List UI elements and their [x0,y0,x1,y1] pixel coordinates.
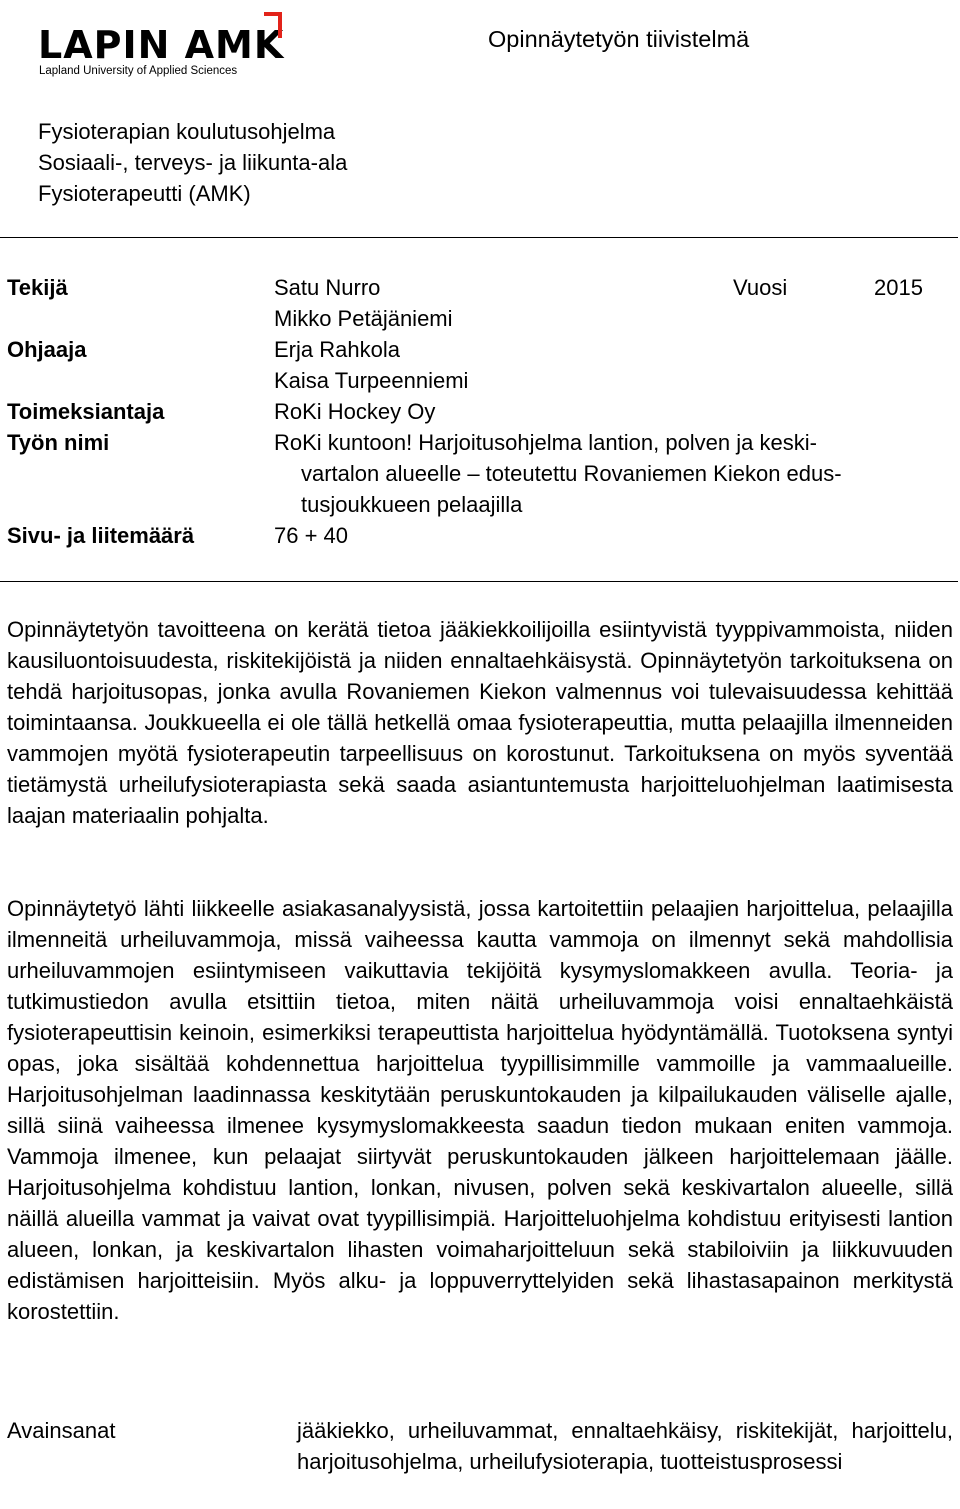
abstract-paragraph-1: Opinnäytetyön tavoitteena on kerätä tietoa jääkiekkoilijoilla esiintyvistä tyyppivammoista, niiden kausiluontoisuudesta, riskitekijöistä ja niiden ennaltaehkäisystä. Opinnäytetyön tarkoituksena on tehdä harjoitusopas, jonka avulla Rovaniemen Kiekon valmennus voi tulevaisuudessa kehittää toimintaansa. Joukkueella ei ole tällä hetkellä omaa fysioterapeuttia, mutta pelaajilla ilmenneiden vammojen myötä fysioterapeutin tarpeellisuus on korostunut. Tarkoituksena on myös syventää tietämystä urheilufysioterapiasta sekä saada asiantuntemusta harjoitteluohjelman laatimisesta laajan materiaalin pohjalta. [7,617,953,828]
supervisor-1: Mikko Petäjäniemi [274,306,453,331]
author-label: Tekijä [7,275,68,300]
thesis-title-line-1: RoKi kuntoon! Harjoitusohjelma lantion, polven ja keski- [274,430,817,455]
logo-corner-mark-icon [264,12,282,40]
keywords-value: jääkiekko, urheiluvammat, ennaltaehkäisy, riskitekijät, harjoittelu, harjoitusohjelma, urheilufysioterapia, tuotteistusprosessi [297,1418,953,1474]
author-value: Satu Nurro [274,275,381,300]
pages-value: 76 + 40 [274,523,349,548]
document-type-heading: Opinnäytetyön tiivistelmä [488,26,750,52]
logo-wordmark: LAPIN AMK [38,23,285,67]
supervisor-3: Kaisa Turpeenniemi [274,368,469,393]
supervisor-label: Ohjaaja [7,337,87,362]
program-info [38,116,347,209]
commissioner-label: Toimeksiantaja [7,399,165,424]
supervisor-2: Erja Rahkola [274,337,400,362]
keywords-label: Avainsanat [7,1418,116,1443]
lapin-amk-logo [38,14,288,84]
middle-divider [0,581,958,582]
pages-label: Sivu- ja liitemäärä [7,523,195,548]
degree-title: Fysioterapeutti (AMK) [38,181,251,206]
top-divider [0,237,958,238]
year-label: Vuosi [733,275,788,300]
field-of-study: Sosiaali-, terveys- ja liikunta-ala [38,150,348,175]
year-value: 2015 [874,275,923,300]
thesis-title [274,427,934,520]
abstract-paragraph-2: Opinnäytetyö lähti liikkeelle asiakasanalyysistä, jossa kartoitettiin pelaajien harjoittelua, pelaajilla ilmenneitä urheiluvammoja, missä vaiheessa kautta vammoja on ilmennyt sekä mahdollisia urheiluvammojen esiintymiseen vaikuttavia tekijöitä kysymyslomakkeen avulla. Teoria- ja tutkimustiedon avulla etsittiin tietoa, miten näitä urheiluvammoja voisi ennaltaehkäistä fysioterapeuttisin keinoin, esimerkiksi terapeuttista harjoittelua hyödyntämällä. Tuotoksena syntyi opas, joka sisältää kohdennettua harjoittelua tyypillisimmille vammoille ja vammaalueille. Harjoitusohjelman laadinnassa keskitytään peruskuntokauden ja kilpailukauden väliselle ajalle, sillä siinä vaiheessa ilmenee kysymyslomakkeesta saadun tiedon mukaan eniten vammoja. Vammoja ilmenee, kun pelaajat siirtyvät peruskuntokauden jälkeen harjoittelemaan jäälle. Harjoitusohjelma kohdistuu lantion, lonkan, nivusen, polven sekä keskivartalon alueelle, sillä näillä alueilla vammat ja vaivat ovat tyypillisimpiä. Harjoitteluohjelma kohdistuu erityisesti lantion alueen, lonkan, ja keskivartalon lihasten voimaharjoitteluun sekä stabiloiviin ja liikkuvuuden edistämisen harjoitteisiin. Myös alku- ja loppuverryttelyiden sekä lihastasapainon merkitystä korostettiin. [7,896,953,1324]
degree-programme: Fysioterapian koulutusohjelma [38,119,336,144]
commissioner-value: RoKi Hockey Oy [274,399,436,424]
thesis-title-line-3: tusjoukkueen pelaajilla [301,492,523,517]
title-label: Työn nimi [7,430,110,455]
logo-subtitle: Lapland University of Applied Sciences [39,65,238,77]
thesis-title-line-2: vartalon alueelle – toteutettu Rovaniemen Kiekon edus- [301,461,842,486]
